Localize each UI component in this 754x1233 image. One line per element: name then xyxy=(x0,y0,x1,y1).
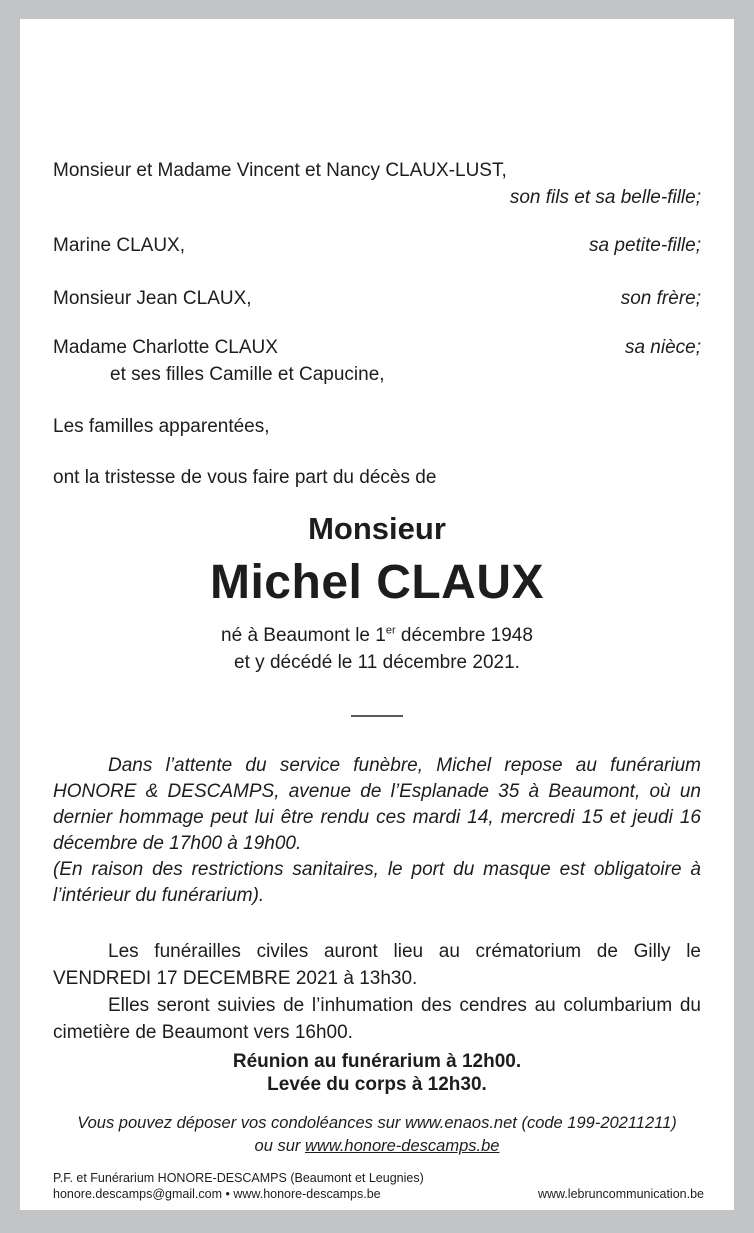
family-relation: sa petite-fille; xyxy=(589,235,701,256)
funeral-section xyxy=(53,938,701,1046)
family-name: Madame Charlotte CLAUX xyxy=(53,337,278,358)
family-extra: et ses filles Camille et Capucine, xyxy=(110,364,385,385)
funeral-paragraph: Les funérailles civiles auront lieu au crématorium de Gilly le VENDREDI 17 DECEMBRE 2021 à 13h30. xyxy=(53,941,701,989)
family-row xyxy=(53,285,701,312)
funeral-home-contact: honore.descamps@gmail.com • www.honore-descamps.be xyxy=(53,1187,381,1201)
funeral-home-website-link[interactable]: www.honore-descamps.be xyxy=(305,1137,500,1155)
family-closing: Les familles apparentées, xyxy=(53,416,270,437)
family-name: Monsieur et Madame Vincent et Nancy CLAUX-LUST, xyxy=(53,160,507,181)
family-relation: sa nièce; xyxy=(624,337,701,358)
deceased-name: Michel CLAUX xyxy=(209,556,545,609)
birth-line: né à Beaumont le 1er décembre 1948 xyxy=(221,624,533,646)
meeting-line: Levée du corps à 12h30. xyxy=(267,1074,487,1095)
family-row xyxy=(53,232,701,259)
death-line: et y décédé le 11 décembre 2021. xyxy=(234,652,520,673)
family-relation: son fils et sa belle-fille; xyxy=(509,187,701,208)
condolences-section xyxy=(53,1112,701,1158)
family-row xyxy=(53,334,701,388)
condolences-line: Vous pouvez déposer vos condoléances sur www.enaos.net (code 199-20211211) xyxy=(77,1114,677,1132)
birth-death-dates xyxy=(53,622,701,676)
family-row xyxy=(53,157,701,211)
condolences-line: ou sur www.honore-descamps.be xyxy=(254,1137,500,1155)
deceased-title: Monsieur xyxy=(308,511,446,546)
footer xyxy=(53,1170,704,1202)
family-name: Marine CLAUX, xyxy=(53,235,185,256)
ordinal-superscript: er xyxy=(385,624,396,637)
sanitary-note: (En raison des restrictions sanitaires, le port du masque est obligatoire à l’intérieur du funérarium). xyxy=(53,859,701,906)
announcement-line: ont la tristesse de vous faire part du décès de xyxy=(53,467,437,488)
meeting-line: Réunion au funérarium à 12h00. xyxy=(232,1051,522,1072)
print-credit: www.lebruncommunication.be xyxy=(537,1187,704,1201)
funeral-home-info xyxy=(53,1170,424,1202)
obituary-card xyxy=(20,19,734,1210)
divider-line xyxy=(351,715,403,717)
family-name: Monsieur Jean CLAUX, xyxy=(53,288,252,309)
family-relation: son frère; xyxy=(620,288,701,309)
meeting-info xyxy=(53,1050,701,1096)
visitation-paragraph: Dans l’attente du service funèbre, Michel repose au funérarium HONORE & DESCAMPS, avenue de l’Esplanade 35 à Beaumont, où un dernier hommage peut lui être rendu ces mardi 14, mercredi 15 et jeudi 16 décembre de 17h00 à 19h00. xyxy=(53,755,701,854)
funeral-paragraph: Elles seront suivies de l’inhumation des cendres au columbarium du cimetière de Beaumont vers 16h00. xyxy=(53,995,701,1043)
funeral-home-name: P.F. et Funérarium HONORE-DESCAMPS (Beaumont et Leugnies) xyxy=(53,1171,424,1185)
visitation-section xyxy=(53,753,701,909)
